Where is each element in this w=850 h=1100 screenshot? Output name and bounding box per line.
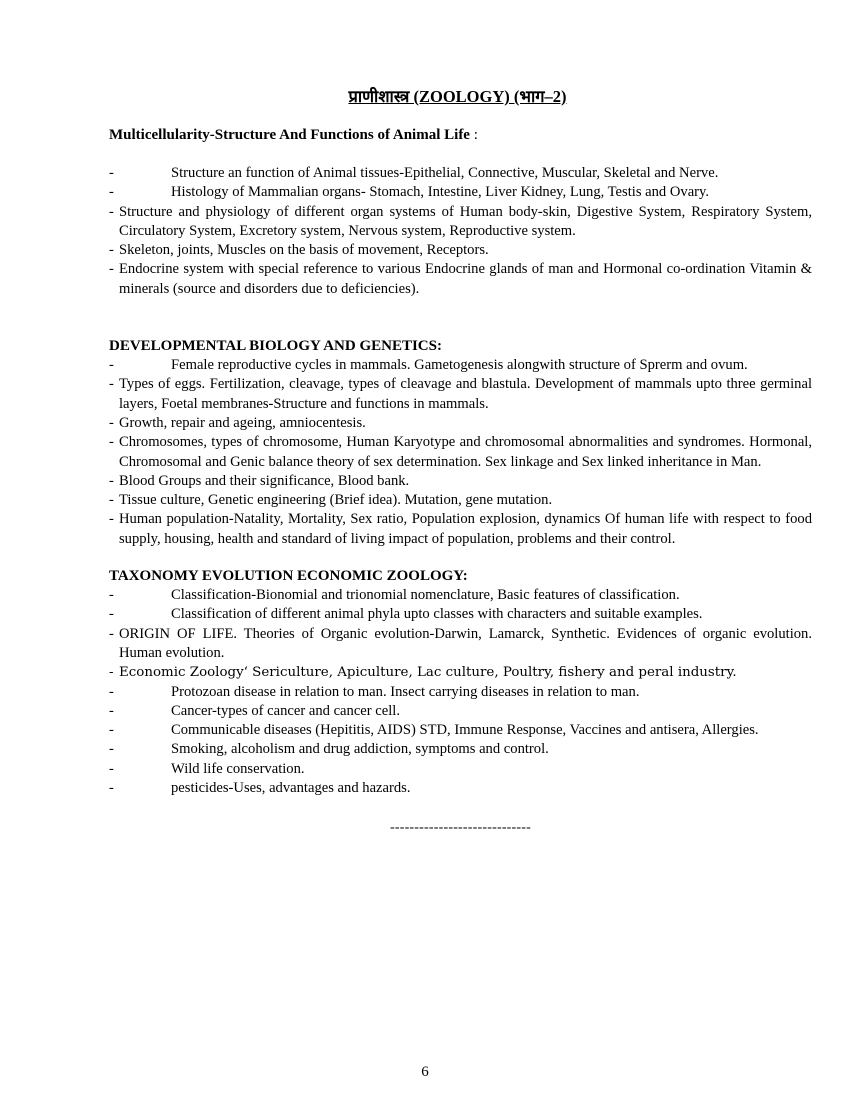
section-heading-text: DEVELOPMENTAL BIOLOGY AND GENETICS: xyxy=(109,338,442,355)
list-item xyxy=(109,241,812,260)
list-item-text: Wild life conservation. xyxy=(171,760,305,777)
bullet-dash: - xyxy=(109,492,114,509)
end-separator: ----------------------------- xyxy=(389,820,531,836)
bullet-dash: - xyxy=(109,702,114,719)
list-item-text: Female reproductive cycles in mammals. Gametogenesis alongwith structure of Sprerm and ovum. xyxy=(171,357,748,374)
list-item-text: pesticides-Uses, advantages and hazards. xyxy=(171,780,411,797)
list-item xyxy=(109,375,812,414)
list-item xyxy=(109,625,812,664)
section-heading-text: TAXONOMY EVOLUTION ECONOMIC ZOOLOGY: xyxy=(109,568,468,585)
list-item-text: Economic Zoology‘ Sericulture, Apiculture, Lac culture, Poultry, fishery and peral industry. xyxy=(119,665,737,681)
list-item-text: ORIGIN OF LIFE. Theories of Organic evolution-Darwin, Lamarck, Synthetic. Evidences of organic evolution. Human evolution. xyxy=(119,625,812,661)
list-item xyxy=(109,260,812,299)
list-item-text: Protozoan disease in relation to man. Insect carrying diseases in relation to man. xyxy=(171,683,640,700)
list-item xyxy=(109,702,812,721)
document-page xyxy=(109,86,812,836)
bullet-dash: - xyxy=(109,261,114,278)
list-item xyxy=(109,491,812,510)
list-item-text: Human population-Natality, Mortality, Sex ratio, Population explosion, dynamics Of human life with respect to food supply, housing, health and standard of living impact of population, problems and their control. xyxy=(119,511,812,547)
spacer xyxy=(109,145,812,164)
bullet-dash: - xyxy=(109,625,114,642)
list-item-text: Histology of Mammalian organs- Stomach, Intestine, Liver Kidney, Lung, Testis and Ovary. xyxy=(171,184,710,201)
bullet-dash: - xyxy=(109,665,114,681)
list-item xyxy=(109,414,812,433)
list-item-text: Structure an function of Animal tissues-Epithelial, Connective, Muscular, Skeletal and Nerve. xyxy=(171,165,719,181)
bullet-dash: - xyxy=(109,722,114,739)
list-item xyxy=(109,183,812,202)
list-item-text: Classification of different animal phyla upto classes with characters and suitable examples. xyxy=(171,606,703,623)
list-item xyxy=(109,663,812,682)
list-item-text: Blood Groups and their significance, Blood bank. xyxy=(119,472,410,489)
list-item-text: Tissue culture, Genetic engineering (Brief idea). Mutation, gene mutation. xyxy=(119,492,553,509)
bullet-dash: - xyxy=(109,741,114,758)
section-heading xyxy=(109,337,812,356)
bullet-dash: - xyxy=(109,414,114,431)
list-item xyxy=(109,203,812,242)
page-title: प्राणीशास्त्र (ZOOLOGY) (भाग–2) xyxy=(348,87,567,106)
list-item-text: Cancer-types of cancer and cancer cell. xyxy=(171,702,401,719)
section-heading xyxy=(109,126,812,145)
list-item-text: Smoking, alcoholism and drug addiction, symptoms and control. xyxy=(171,741,549,758)
sections-container xyxy=(109,126,812,798)
bullet-dash: - xyxy=(109,165,114,181)
list-item xyxy=(109,760,812,779)
list-item xyxy=(109,683,812,702)
list-item xyxy=(109,740,812,759)
list-item xyxy=(109,510,812,549)
list-item xyxy=(109,721,812,740)
list-item-text: Structure and physiology of different organ systems of Human body-skin, Digestive System, Respiratory System, Circulatory System, Excretory system, Nervous system, Reproductive system. xyxy=(119,203,812,239)
bullet-dash: - xyxy=(109,357,114,374)
list-item-text: Types of eggs. Fertilization, cleavage, types of cleavage and blastula. Development of mammals upto three germinal layers, Foetal membranes-Structure and functions in mammals. xyxy=(119,376,812,412)
bullet-dash: - xyxy=(109,376,114,393)
bullet-dash: - xyxy=(109,780,114,797)
bullet-dash: - xyxy=(109,184,114,201)
list-item xyxy=(109,779,812,798)
bullet-dash: - xyxy=(109,606,114,623)
bullet-dash: - xyxy=(109,511,114,528)
list-item xyxy=(109,586,812,605)
bullet-dash: - xyxy=(109,587,114,604)
list-item-text: Skeleton, joints, Muscles on the basis of movement, Receptors. xyxy=(119,242,489,259)
section-heading-text: Multicellularity-Structure And Functions of Animal Life xyxy=(109,127,470,143)
bullet-dash: - xyxy=(109,203,114,220)
bullet-dash: - xyxy=(109,760,114,777)
list-item xyxy=(109,605,812,624)
bullet-dash: - xyxy=(109,683,114,700)
list-item-text: Endocrine system with special reference to various Endocrine glands of man and Hormonal co-ordination Vitamin & minerals (source and disorders due to deficiencies). xyxy=(119,261,812,297)
bullet-dash: - xyxy=(109,434,114,451)
bullet-dash: - xyxy=(109,472,114,489)
list-item xyxy=(109,164,812,183)
list-item xyxy=(109,433,812,472)
section-heading-suffix: : xyxy=(469,127,478,143)
list-item xyxy=(109,472,812,491)
list-item-text: Chromosomes, types of chromosome, Human Karyotype and chromosomal abnormalities and syndromes. Hormonal, Chromosomal and Genic balance theory of sex determination. Sex linkage and Sex linked inheritance in Man. xyxy=(119,434,812,470)
list-item xyxy=(109,356,812,375)
list-item-text: Classification-Bionomial and trionomial nomenclature, Basic features of classification. xyxy=(171,587,680,604)
bullet-dash: - xyxy=(109,242,114,259)
list-item-text: Communicable diseases (Hepititis, AIDS) STD, Immune Response, Vaccines and antisera, Allergies. xyxy=(171,722,759,739)
page-number: 6 xyxy=(421,1064,429,1080)
list-item-text: Growth, repair and ageing, amniocentesis. xyxy=(119,414,366,431)
section-heading xyxy=(109,567,812,586)
